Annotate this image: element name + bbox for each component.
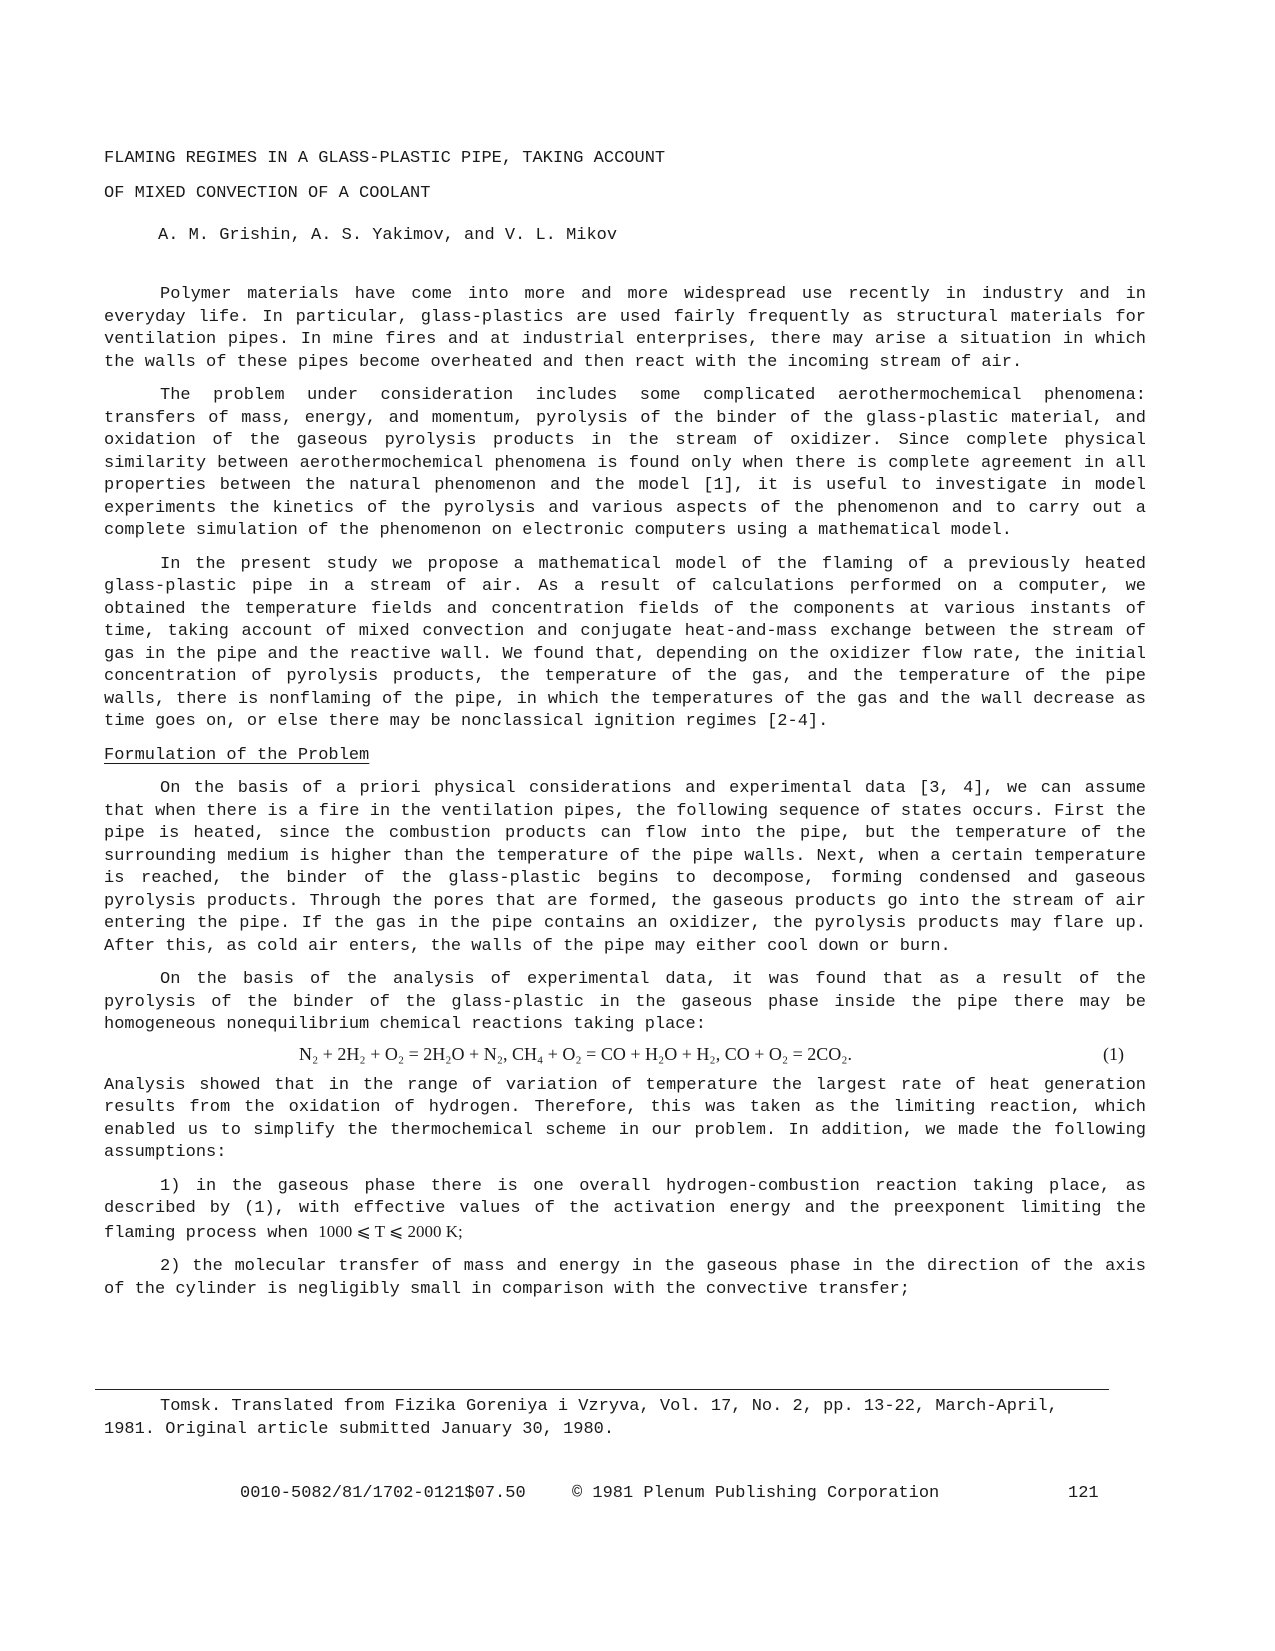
assumption-item-1 [104, 1176, 1146, 1246]
equation-number: (1) [1103, 1043, 1124, 1064]
page-footer [0, 1483, 1275, 1507]
equation-1 [104, 1041, 1146, 1071]
paper-title [104, 141, 824, 211]
copyright-notice: © 1981 Plenum Publishing Corporation [572, 1484, 940, 1503]
assumption-item-2: 2) the molecular transfer of mass and energy in the gaseous phase in the direction of the axis of the cylinder is negligibly small in comparison with the convective transfer; [104, 1257, 1146, 1299]
article-code: 0010-5082/81/1702-0121$07.50 [240, 1484, 526, 1503]
intro-paragraph-3: In the present study we propose a mathematical model of the flaming of a previously heated glass-plastic pipe in a stream of air. As a result of calculations performed on a computer, we obtained the temperature fields and concentration fields of the components at various instants of time, taking account of mixed convection and conjugate heat-and-mass exchange between the stream of gas in the pipe and the reactive wall. We found that, depending on the oxidizer flow rate, the initial concentration of pyrolysis products, the temperature of the gas, and the temperature of the pipe walls, there is nonflaming of the pipe, in which the temperatures of the gas and the wall decrease as time goes on, or else there may be nonclassical ignition regimes [2-4]. [104, 554, 1146, 731]
footnote-divider [95, 1389, 1109, 1390]
article-body [104, 284, 1146, 1312]
section-paragraph-2: On the basis of the analysis of experimental data, it was found that as a result of the pyrolysis of the binder of the glass-plastic in the gaseous phase inside the pipe there may be homogeneous nonequilibrium chemical reactions taking place: [104, 970, 1146, 1034]
intro-paragraph-1: Polymer materials have come into more and more widespread use recently in industry and in everyday life. In particular, glass-plastics are used fairly frequently as structural materials for ventilation pipes. In mine fires and at industrial enterprises, there may arise a situation in which the walls of these pipes become overheated and then react with the incoming stream of air. [104, 285, 1146, 372]
equation-body: N₂ + 2H₂ + O₂ = 2H₂O + N₂, CH₄ + O₂ = CO + H₂O + H₂, CO + O₂ = 2CO₂. [299, 1043, 853, 1064]
assumption-item-1-text: 1) in the gaseous phase there is one overall hydrogen-combustion reaction taking place, as described by (1), with effective values of the activation energy and the preexponent limiting the flaming process when [104, 1176, 1146, 1243]
title-line-2: OF MIXED CONVECTION OF A COOLANT [104, 184, 431, 203]
section-paragraph-3: Analysis showed that in the range of variation of temperature the largest rate of heat generation results from the oxidation of hydrogen. Therefore, this was taken as the limiting reaction, which enabled us to simplify the thermochemical scheme in our problem. In addition, we made the following assumptions: [104, 1075, 1146, 1162]
temperature-range: 1000 ⩽ T ⩽ 2000 K; [318, 1221, 463, 1241]
page-number: 121 [1068, 1484, 1099, 1503]
section-paragraph-1: On the basis of a priori physical considerations and experimental data [3, 4], we can assume that when there is a fire in the ventilation pipes, the following sequence of states occurs. First the pipe is heated, since the combustion products can flow into the pipe, but the temperature of the surrounding medium is higher than the temperature of the pipe walls. Next, when a certain temperature is reached, the binder of the glass-plastic begins to decompose, forming condensed and gaseous pyrolysis products. Through the pores that are formed, the gaseous products go into the stream of air entering the pipe. If the gas in the pipe contains an oxidizer, the pyrolysis products may flare up. After this, as cold air enters, the walls of the pipe may either cool down or burn. [104, 779, 1146, 956]
author-list: A. M. Grishin, A. S. Yakimov, and V. L. Mikov [158, 226, 618, 245]
footnote-text: Tomsk. Translated from Fizika Goreniya i Vzryva, Vol. 17, No. 2, pp. 13-22, March-April, 1981. Original article submitted January 30, 1980. [104, 1397, 1058, 1439]
footnote [104, 1396, 1106, 1441]
section-heading: Formulation of the Problem [104, 745, 370, 765]
title-line-1: FLAMING REGIMES IN A GLASS-PLASTIC PIPE, TAKING ACCOUNT [104, 149, 666, 168]
intro-paragraph-2: The problem under consideration includes some complicated aerothermochemical phenomena: transfers of mass, energy, and momentum, pyrolysis of the binder of the glass-plastic material, and oxidation of the gaseous pyrolysis products in the stream of oxidizer. Since complete physical similarity between aerothermochemical phenomena is found only when there is complete agreement in all properties between the natural phenomenon and the model [1], it is useful to investigate in model experiments the kinetics of the pyrolysis and various aspects of the phenomenon and to carry out a complete simulation of the phenomenon on electronic computers using a mathematical model. [104, 386, 1146, 540]
